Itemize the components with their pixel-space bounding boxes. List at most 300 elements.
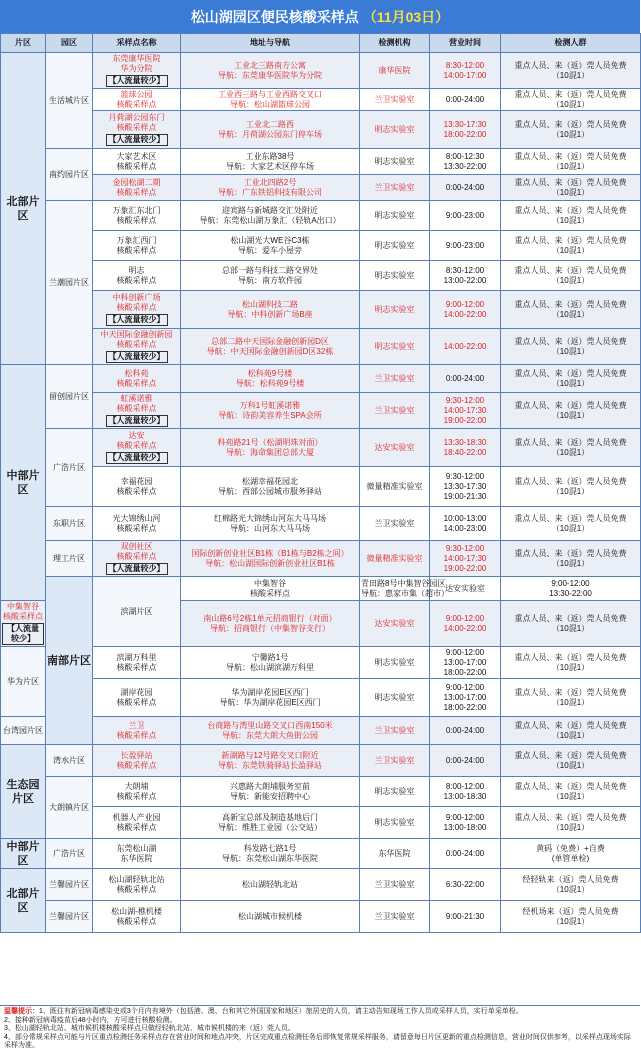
hours-cell — [430, 869, 501, 901]
org-cell: 明志实验室 — [360, 261, 430, 291]
table-row — [1, 231, 641, 261]
address-line: 导航：东莞松山湖东华医院 — [222, 853, 318, 863]
address-line: 工业东路38号 — [245, 151, 295, 161]
hours-line: 6:30-22:00 — [445, 879, 485, 889]
park-cell: 南约园片区 — [46, 149, 93, 201]
site-name-line: 核酸采样点 — [116, 187, 157, 197]
crowd-cell — [501, 777, 641, 807]
crowd-cell — [501, 745, 641, 777]
site-name-line: 华为分院 — [120, 64, 153, 73]
address-cell — [181, 149, 360, 175]
crowd-line: （10混1） — [551, 215, 590, 225]
site-name-line: 东莞松山湖 — [116, 843, 157, 853]
crowd-line: （10混1） — [551, 275, 590, 285]
crowd-line: （10混1） — [551, 161, 590, 171]
site-name-cell — [93, 149, 181, 175]
site-name-cell — [93, 467, 181, 507]
address-cell — [181, 231, 360, 261]
address-line: 工业北四路2号 — [243, 177, 297, 187]
crowd-level-badge: 【人流量较少】 — [2, 623, 44, 645]
hours-line: 18:00-22:00 — [443, 702, 487, 712]
address-cell — [181, 541, 360, 577]
site-name-cell — [93, 175, 181, 201]
site-name-line: 万象汇西门 — [116, 235, 157, 245]
address-line: 导航：松山湖滨湖万科里 — [226, 662, 314, 672]
site-name-line: 滨湖万科里 — [116, 652, 157, 662]
site-name-line: 松山湖轻轨北站 — [108, 874, 165, 884]
crowd-line: （10混1） — [551, 558, 590, 568]
address-cell — [181, 111, 360, 149]
hours-line: 13:00-17:00 — [443, 657, 487, 667]
org-cell: 兰卫实验室 — [360, 175, 430, 201]
hours-cell — [430, 53, 501, 89]
address-line: 导航：广东铁铝科技有限公司 — [218, 187, 322, 197]
table-header-row — [1, 34, 641, 53]
address-cell — [181, 777, 360, 807]
crowd-line: （10混1） — [551, 99, 590, 109]
org-cell: 明志实验室 — [360, 201, 430, 231]
hours-line: 9:00-21:30 — [445, 911, 485, 921]
crowd-line: （10混1） — [551, 662, 590, 672]
crowd-cell — [501, 429, 641, 467]
hours-cell — [430, 175, 501, 201]
site-name-line: 篮球公园 — [120, 89, 153, 99]
address-line: 导航：招商银行（中集智谷支行） — [210, 623, 330, 633]
org-cell: 东华医院 — [360, 839, 430, 869]
site-name-cell — [93, 745, 181, 777]
site-name-line: 松科苑 — [124, 368, 149, 378]
hours-line: 9:30-12:00 — [445, 471, 485, 481]
crowd-line: （10混1） — [551, 447, 590, 457]
table-body — [1, 53, 641, 933]
hours-cell — [430, 365, 501, 393]
header-hours: 营业时间 — [430, 34, 501, 53]
crowd-cell — [501, 329, 641, 365]
table-row — [1, 467, 641, 507]
address-line: 导航：惠家市集（超市） — [361, 588, 449, 598]
address-line: 导航：东莞康华医院华为分院 — [218, 70, 322, 80]
site-name-line: 核酸采样点 — [116, 123, 157, 132]
hours-line: 13:00-22:00 — [443, 275, 487, 285]
hours-line: 14:00-17:30 — [443, 553, 487, 563]
park-cell: 广浩片区 — [46, 429, 93, 507]
crowd-line: 黄码（免费）+自费 — [536, 843, 605, 853]
site-name-cell — [93, 429, 181, 467]
org-cell: 明志实验室 — [360, 679, 430, 717]
address-cell — [181, 261, 360, 291]
site-name-cell — [93, 89, 181, 111]
site-name-line: 明志 — [128, 265, 145, 275]
crowd-line: （10混1） — [551, 730, 590, 740]
address-line: 导航：大家艺术区停车场 — [226, 161, 314, 171]
site-name-line: 中科创新广场 — [112, 293, 161, 302]
site-name-line: 双创社区 — [120, 542, 153, 551]
address-line: 华为湖岸花园E区西门 — [231, 687, 309, 697]
address-line: 台商路与湾里山路交叉口西南150米 — [207, 720, 333, 730]
hours-cell — [430, 231, 501, 261]
site-name-cell — [93, 53, 181, 89]
hours-cell — [430, 201, 501, 231]
crowd-cell — [501, 149, 641, 175]
park-cell: 留创园片区 — [46, 365, 93, 429]
address-line: 松山湖光大WE谷C3栋 — [230, 235, 310, 245]
site-name-line: 万象汇东北门 — [112, 205, 161, 215]
hours-cell — [430, 807, 501, 839]
hours-line: 18:00-22:00 — [443, 129, 487, 139]
hours-line: 9:00-23:00 — [445, 240, 485, 250]
hours-line: 13:30-17:30 — [443, 119, 487, 129]
crowd-line: （10混1） — [551, 623, 590, 633]
site-name-line: 核酸采样点 — [116, 791, 157, 801]
site-name-cell — [93, 507, 181, 541]
hours-line: 9:00-23:00 — [445, 210, 485, 220]
address-line: 青田路8号中集智谷园区 — [361, 578, 446, 588]
crowd-cell — [501, 901, 641, 933]
site-name-cell — [93, 393, 181, 429]
site-name-line: 核酸采样点 — [116, 760, 157, 770]
hours-line: 19:00-22:00 — [443, 415, 487, 425]
crowd-cell — [501, 261, 641, 291]
header-site: 采样点名称 — [93, 34, 181, 53]
crowd-line: （10混1） — [551, 187, 590, 197]
note-2: 2、接种新冠病毒疫苗后48小时内，方可进行核酸检测。 — [4, 1016, 177, 1024]
site-name-cell — [93, 231, 181, 261]
org-cell: 微量精准实验室 — [360, 467, 430, 507]
site-name-line: 大家艺术区 — [116, 151, 157, 161]
site-name-line: 核酸采样点 — [116, 552, 157, 561]
site-name-line: 核酸采样点 — [116, 378, 157, 388]
org-cell: 明志实验室 — [360, 291, 430, 329]
site-name-line: 月荷湖公园东门 — [108, 113, 165, 122]
address-line: 导航：新能安招聘中心 — [230, 791, 310, 801]
hours-cell — [430, 839, 501, 869]
crowd-level-badge: 【人流量较少】 — [106, 314, 168, 326]
crowd-line: （10混1） — [551, 346, 590, 356]
site-name-cell — [93, 261, 181, 291]
crowd-cell — [501, 839, 641, 869]
region-cell: 北部片区 — [1, 869, 46, 933]
crowd-cell — [501, 807, 641, 839]
table-row — [1, 89, 641, 111]
crowd-line: 重点人员、来（返）莞人员免费 — [514, 265, 627, 275]
site-name-cell — [93, 901, 181, 933]
address-line: 导航：松山湖国际创新创业社区B1栋 — [205, 558, 335, 568]
address-cell — [360, 577, 449, 601]
address-cell — [181, 601, 360, 647]
hours-cell — [430, 89, 501, 111]
address-cell — [181, 429, 360, 467]
address-line: 导航：中科创新广场B座 — [227, 309, 313, 319]
site-name-cell — [93, 807, 181, 839]
header-region: 片区 — [1, 34, 46, 53]
address-line: 导航：诗韵美容养生SPA会所 — [218, 410, 322, 420]
crowd-cell — [501, 679, 641, 717]
site-name-cell — [93, 777, 181, 807]
hours-line: 9:00-12:00 — [445, 299, 485, 309]
address-line: 导航：山河东大马马场 — [230, 523, 310, 533]
site-name-line: 机器人产业园 — [112, 812, 161, 822]
crowd-line: 重点人员、来（返）莞人员免费 — [514, 687, 627, 697]
address-line: 工业北二路西 — [246, 119, 294, 129]
crowd-line: (单管单检) — [551, 853, 590, 863]
site-name-cell — [181, 577, 360, 601]
site-name-line: 核酸采样点 — [116, 245, 157, 255]
crowd-line: 重点人员、来（返）莞人员免费 — [514, 368, 627, 378]
hours-line: 14:00-22:00 — [443, 623, 487, 633]
crowd-line: 重点人员、来（返）莞人员免费 — [514, 89, 627, 99]
crowd-line: 重点人员、来（返）莞人员免费 — [514, 476, 627, 486]
address-line: 导航：松山湖篮球公园 — [230, 99, 310, 109]
table-row — [1, 291, 641, 329]
crowd-line: 重点人员、来（返）莞人员免费 — [514, 437, 627, 447]
address-line: 南山路6号2栋1单元招商银行（对面） — [203, 613, 337, 623]
site-name-line: 大朗埔 — [124, 781, 149, 791]
hours-line: 18:40-22:00 — [443, 447, 487, 457]
hours-cell — [430, 507, 501, 541]
address-cell — [181, 467, 360, 507]
org-cell: 明志实验室 — [360, 777, 430, 807]
org-cell: 康华医院 — [360, 53, 430, 89]
hours-cell — [430, 291, 501, 329]
site-name-line: 核酸采样点 — [116, 916, 157, 926]
address-line: 导航：东莞铁骑驿站长盈驿站 — [218, 760, 322, 770]
hours-line: 8:00-12:00 — [445, 781, 485, 791]
site-name-line: 中集智谷 — [254, 578, 286, 588]
crowd-cell — [501, 647, 641, 679]
address-cell — [181, 839, 360, 869]
region-cell: 北部片区 — [1, 53, 46, 365]
hours-line: 14:00-22:00 — [443, 309, 487, 319]
site-name-cell — [93, 869, 181, 901]
crowd-cell — [501, 89, 641, 111]
site-name-line: 湖岸花园 — [120, 687, 153, 697]
crowd-line: 重点人员、来（返）莞人员免费 — [514, 205, 627, 215]
org-cell: 微量精准实验室 — [360, 541, 430, 577]
address-cell — [181, 869, 360, 901]
hours-cell — [430, 717, 501, 745]
site-name-line: 达安 — [128, 431, 145, 440]
crowd-cell — [501, 869, 641, 901]
org-cell: 明志实验室 — [360, 149, 430, 175]
address-cell — [181, 901, 360, 933]
site-name-cell — [93, 201, 181, 231]
hours-line: 8:00-12:30 — [445, 151, 485, 161]
hours-line: 0:00-24:00 — [445, 755, 485, 765]
site-name-line: 核酸采样点 — [116, 884, 157, 894]
site-name-cell — [93, 839, 181, 869]
hours-cell — [430, 541, 501, 577]
site-name-line: 核酸采样点 — [250, 588, 290, 598]
address-cell — [181, 393, 360, 429]
table-row — [1, 329, 641, 365]
address-line: 导航：中天国际金融创新园D区32栋 — [206, 346, 334, 356]
hours-line: 14:00-23:00 — [443, 523, 487, 533]
hours-line: 9:00-12:00 — [445, 682, 485, 692]
address-line: 总部一路与科技二路交界处 — [222, 265, 318, 275]
hours-line: 0:00-24:00 — [445, 182, 485, 192]
crowd-cell — [501, 541, 641, 577]
park-cell: 兰馨园片区 — [46, 869, 93, 901]
site-name-cell — [1, 601, 46, 647]
crowd-line: 重点人员、来（返）莞人员免费 — [514, 548, 627, 558]
site-name-line: 核酸采样点 — [116, 523, 157, 533]
park-cell: 华为片区 — [1, 647, 46, 717]
org-cell: 明志实验室 — [360, 231, 430, 261]
region-cell: 中部片区 — [1, 365, 46, 601]
park-cell: 湾水片区 — [46, 745, 93, 777]
org-cell: 兰卫实验室 — [360, 365, 430, 393]
crowd-line: 重点人员、来（返）莞人员免费 — [514, 177, 627, 187]
crowd-level-badge: 【人流量较少】 — [106, 134, 168, 146]
hours-line: 0:00-24:00 — [445, 848, 485, 858]
org-cell: 兰卫实验室 — [360, 717, 430, 745]
table-row — [1, 745, 641, 777]
note-1: 1、既往有新冠病毒感染史或3个月内有境外（包括港、澳、台和其它外国国家和地区）旅居史的人员，请主动告知现场工作人员或采样人员，实行单采单检。 — [39, 1008, 523, 1015]
hours-line: 13:30-22:00 — [443, 161, 487, 171]
table-row — [1, 429, 641, 467]
site-name-cell — [93, 291, 181, 329]
address-line: 工业北三路南方公寓 — [234, 60, 306, 70]
hours-line: 13:00-18:30 — [443, 791, 487, 801]
crowd-line: 重点人员、来（返）莞人员免费 — [514, 750, 627, 760]
address-line: 导航：华为湖岸花园E区西门 — [219, 697, 321, 707]
crowd-line: （10混1） — [551, 410, 590, 420]
hours-cell — [430, 467, 501, 507]
hours-line: 9:00-12:00 — [445, 812, 485, 822]
org-cell: 兰卫实验室 — [360, 869, 430, 901]
notes — [0, 1005, 640, 1054]
park-cell: 理工片区 — [46, 541, 93, 577]
site-name-line: 核酸采样点 — [116, 404, 157, 413]
crowd-line: 重点人员、来（返）莞人员免费 — [514, 652, 627, 662]
crowd-line: （10混1） — [551, 822, 590, 832]
site-name-line: 核酸采样点 — [116, 697, 157, 707]
org-cell: 达安实验室 — [430, 577, 501, 601]
address-line: 松山湖城市候机楼 — [238, 911, 302, 921]
park-cell: 滨湖片区 — [93, 577, 181, 647]
park-cell: 东职片区 — [46, 507, 93, 541]
site-name-cell — [93, 329, 181, 365]
table-row — [1, 507, 641, 541]
crowd-line: 经轻轨来（返）莞人员免费 — [522, 874, 619, 884]
hours-cell — [430, 601, 501, 647]
header-crowd: 检测人群 — [501, 34, 641, 53]
address-line: 国际创新创业社区B1栋（B1栋与B2栋之间） — [191, 548, 349, 558]
table-row — [1, 807, 641, 839]
site-name-line: 核酸采样点 — [116, 822, 157, 832]
hours-cell — [430, 261, 501, 291]
table-row — [1, 839, 641, 869]
region-cell: 中部片区 — [1, 839, 46, 869]
table-row — [1, 175, 641, 201]
hours-line: 0:00-24:00 — [445, 725, 485, 735]
notes-lead: 温馨提示： — [4, 1008, 39, 1015]
table-row — [1, 901, 641, 933]
address-line: 导航：西部公园城市服务驿站 — [218, 486, 322, 496]
crowd-line: （10混1） — [551, 129, 590, 139]
site-name-line: 核酸采样点 — [3, 612, 43, 621]
hours-line: 13:30-22:00 — [549, 588, 592, 598]
hours-cell — [430, 429, 501, 467]
crowd-cell — [501, 717, 641, 745]
crowd-cell — [501, 291, 641, 329]
hours-line: 19:00-21:30 — [443, 491, 487, 501]
crowd-line: 经机场来（返）莞人员免费 — [522, 906, 619, 916]
address-line: 迎宾路与新城路交汇处附近 — [222, 205, 318, 215]
org-cell: 兰卫实验室 — [360, 901, 430, 933]
address-line: 松山湖轻轨北站 — [242, 879, 298, 889]
address-line: 松湖幸福花园北 — [242, 476, 298, 486]
hours-cell — [430, 149, 501, 175]
park-cell: 大朗镇片区 — [46, 777, 93, 839]
site-name-line: 松山湖-樵机楼 — [111, 906, 162, 916]
hours-line: 0:00-24:00 — [445, 94, 485, 104]
hours-line: 0:00-24:00 — [445, 373, 485, 383]
crowd-cell — [501, 467, 641, 507]
table-row — [1, 365, 641, 393]
note-3: 3、松山湖轻轨北站、城市候机楼核酸采样点只做经轻轨北站、城市候机楼的来（返）莞人员。 — [4, 1025, 295, 1032]
crowd-line: 重点人员、来（返）莞人员免费 — [514, 812, 627, 822]
address-cell — [181, 807, 360, 839]
org-cell: 明志实验室 — [360, 111, 430, 149]
address-cell — [181, 679, 360, 717]
crowd-line: （10混1） — [551, 791, 590, 801]
region-cell: 南部片区 — [46, 577, 93, 745]
crowd-line: 重点人员、来（返）莞人员免费 — [514, 400, 627, 410]
site-name-cell — [93, 541, 181, 577]
site-name-line: 核酸采样点 — [116, 486, 157, 496]
hours-line: 9:30-12:00 — [445, 395, 485, 405]
org-cell: 达安实验室 — [360, 429, 430, 467]
title-date: （11月03日） — [362, 8, 450, 25]
crowd-level-badge: 【人流量较少】 — [106, 351, 168, 363]
address-line: 科苑路21号（松湖明珠对面） — [217, 437, 323, 447]
site-name-line: 核酸采样点 — [116, 215, 157, 225]
hours-line: 10:00-13:00 — [443, 513, 487, 523]
crowd-cell — [501, 201, 641, 231]
site-name-line: 长盈驿站 — [120, 750, 153, 760]
crowd-line: 重点人员、来（返）莞人员免费 — [514, 613, 627, 623]
crowd-line: （10混1） — [551, 309, 590, 319]
crowd-line: （10混1） — [551, 523, 590, 533]
hours-line: 8:30-12:00 — [445, 265, 485, 275]
crowd-line: （10混1） — [551, 378, 590, 388]
address-line: 高新宝总部及制造基地后门 — [222, 812, 318, 822]
crowd-cell — [501, 365, 641, 393]
table-row — [1, 577, 641, 601]
park-cell: 台湾园片区 — [1, 717, 46, 745]
site-name-line: 虹溪诺雅 — [120, 394, 153, 403]
address-line: 导航：维胜工业园（公交站） — [218, 822, 322, 832]
header-park: 园区 — [46, 34, 93, 53]
hours-line: 9:00-12:00 — [445, 647, 485, 657]
site-name-line: 核酸采样点 — [116, 161, 157, 171]
site-name-line: 光大锦绣山河 — [112, 513, 161, 523]
address-cell — [181, 717, 360, 745]
address-line: 万科1号虹溪诺雅 — [239, 400, 301, 410]
site-name-line: 中天国际金融创新园 — [100, 330, 173, 339]
table-row — [1, 111, 641, 149]
crowd-line: 重点人员、来（返）莞人员免费 — [514, 119, 627, 129]
org-cell: 明志实验室 — [360, 807, 430, 839]
crowd-level-badge: 【人流量较少】 — [106, 452, 168, 464]
table-row — [1, 149, 641, 175]
address-line: 总部二路中天国际金融创新园D区 — [211, 336, 329, 346]
hours-line: 14:00-17:00 — [443, 70, 487, 80]
site-name-line: 东华医院 — [120, 853, 153, 863]
address-cell — [181, 175, 360, 201]
crowd-cell — [501, 393, 641, 429]
